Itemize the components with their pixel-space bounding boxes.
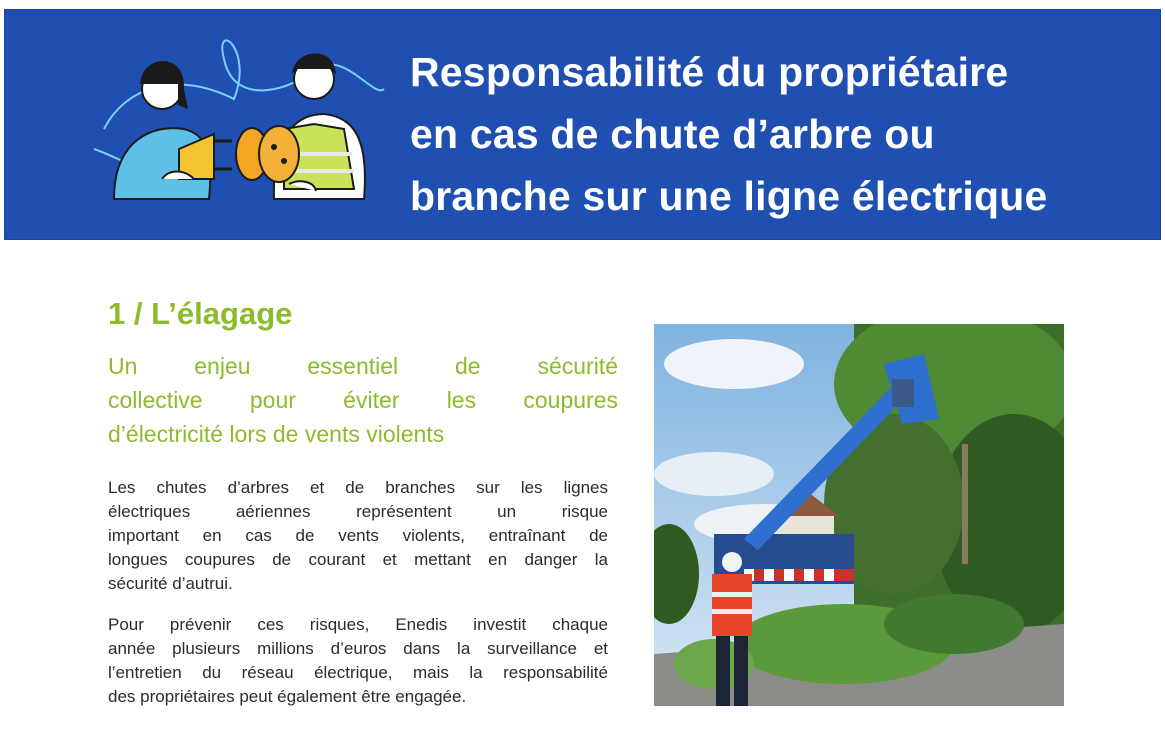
section-subheading: [108, 349, 618, 451]
section-heading: 1 / L’élagage: [108, 296, 293, 331]
paragraph-line: important en cas de vents violents, entraînant de: [108, 526, 608, 545]
paragraph-line: sécurité d’autrui.: [108, 574, 233, 593]
subheading-line: d’électricité lors de vents violents: [108, 421, 445, 447]
paragraph-line: l’entretien du réseau électrique, mais la responsabilité: [108, 663, 608, 682]
paragraph-line: électriques aériennes représentent un risque: [108, 502, 608, 521]
subheading-line: collective pour éviter les coupures: [108, 387, 618, 413]
tree-trimming-crane-photo-icon: [654, 324, 1064, 706]
banner-title-line: en cas de chute d’arbre ou: [410, 111, 935, 157]
paragraph-line: des propriétaires peut également être engagée.: [108, 687, 467, 706]
paragraph-line: année plusieurs millions d’euros dans la surveillance et: [108, 639, 608, 658]
paragraph-line: Pour prévenir ces risques, Enedis investit chaque: [108, 615, 608, 634]
paragraph-line: Les chutes d’arbres et de branches sur les lignes: [108, 478, 608, 497]
banner-title-line: branche sur une ligne électrique: [410, 173, 1048, 219]
subheading-line: Un enjeu essentiel de sécurité: [108, 353, 618, 379]
header-banner: [4, 9, 1161, 240]
banner-title: [410, 41, 1155, 227]
paragraph-line: longues coupures de courant et mettant en danger la: [108, 550, 608, 569]
tree-trimming-photo: [654, 324, 1064, 706]
banner-title-line: Responsabilité du propriétaire: [410, 49, 1009, 95]
two-people-connecting-cable-icon: [84, 29, 404, 234]
paragraph-prevention: [108, 613, 608, 709]
paragraph-risks: [108, 476, 608, 596]
